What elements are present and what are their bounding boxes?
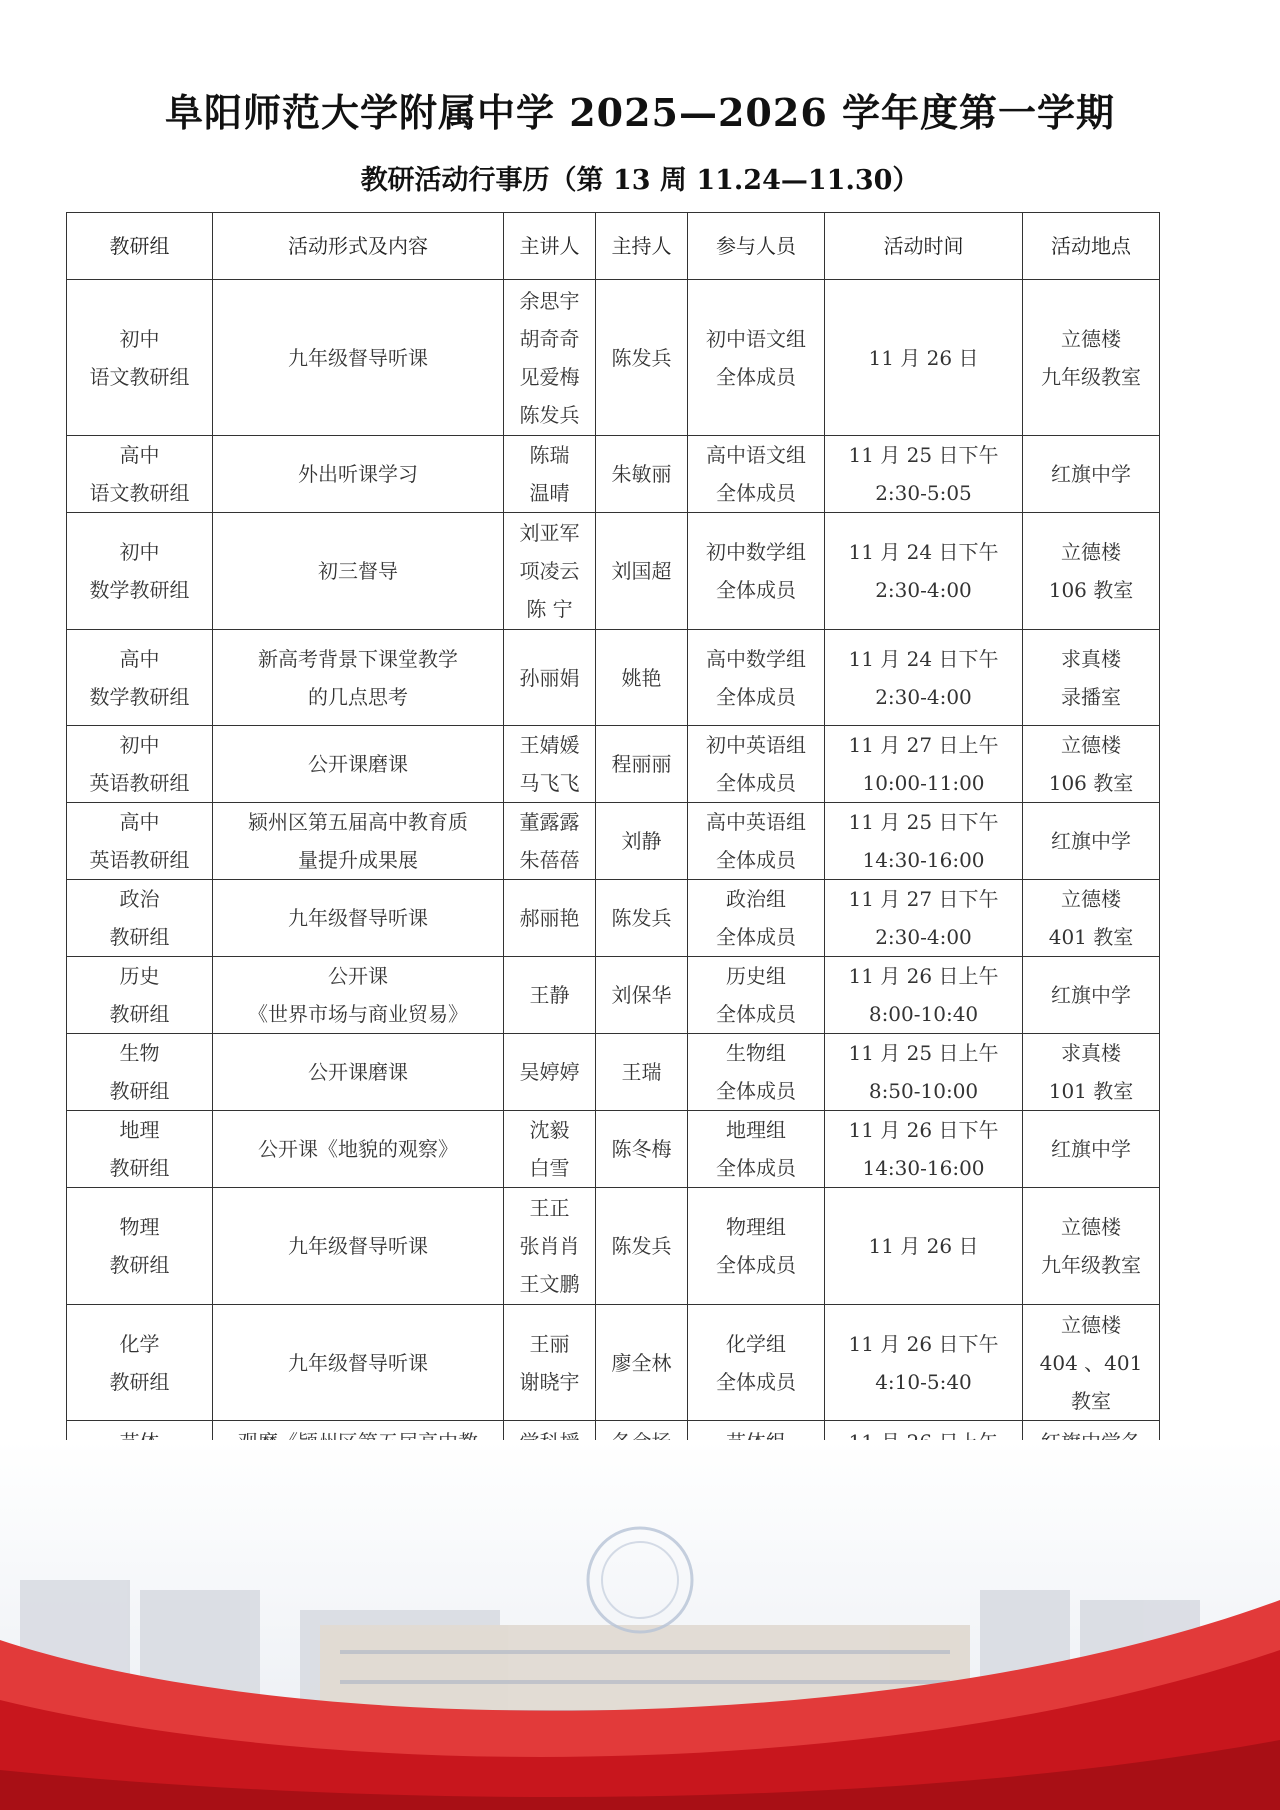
cell-speaker [504,1034,596,1111]
col-header-group: 教研组 [67,213,213,280]
cell-line: 全体成员 [716,771,796,795]
cell-line: 2:30-4:00 [875,578,972,602]
cell-line: 陈瑞 [529,443,570,467]
cell-line: 教研组 [109,1156,170,1180]
cell-host [596,513,688,630]
campus-banner [0,1440,1280,1810]
cell-line: 106 教室 [1048,578,1134,602]
cell-line: 陈发兵 [611,1234,672,1258]
table-header-row [67,213,1160,280]
cell-line: 高中 [119,646,160,671]
schedule-table [66,212,1160,1501]
cell-line: 数学教研组 [89,578,190,602]
cell-line: 九年级教室 [1041,364,1141,389]
cell-speaker [504,880,596,957]
cell-line: 的几点思考 [308,684,408,709]
table-row [67,1305,1160,1421]
cell-line: 高中数学组 [706,646,806,671]
cell-participants [688,726,825,803]
cell-line: 王正 [529,1196,570,1220]
cell-activity [213,1305,504,1421]
cell-line: 颍州区第五届高中教育质 [248,810,468,834]
cell-line: 求真楼 [1061,1041,1121,1065]
cell-line: 14:30-16:00 [862,848,985,872]
table-row [67,513,1160,630]
cell-line: 陈发兵 [519,402,580,427]
cell-host [596,280,688,436]
cell-line: 初三督导 [318,559,398,583]
cell-line: 全体成员 [716,1253,796,1277]
cell-participants [688,1111,825,1188]
cell-line: 九年级教室 [1041,1253,1141,1277]
cell-line: 初中英语组 [706,733,806,757]
cell-participants [688,280,825,436]
cell-activity [213,630,504,726]
cell-line: 郝丽艳 [519,906,580,930]
cell-speaker [504,513,596,630]
cell-group [67,1188,213,1305]
cell-line: 王瑞 [621,1060,662,1084]
cell-time [825,803,1023,880]
page-title: 阜阳师范大学附属中学 2025—2026 学年度第一学期 [165,90,1115,135]
table-row [67,436,1160,513]
page-subtitle: 教研活动行事历（第 13 周 11.24—11.30） [360,165,920,196]
cell-activity [213,726,504,803]
cell-line: 陈发兵 [611,906,672,930]
cell-line: 初中数学组 [706,540,806,564]
cell-line: 全体成员 [716,1156,796,1180]
cell-line: 刘保华 [611,983,672,1007]
cell-line: 2:30-4:00 [875,684,972,709]
cell-line: 孙丽娟 [519,665,580,690]
cell-line: 英语教研组 [89,848,190,872]
cell-time [825,957,1023,1034]
cell-host [596,1034,688,1111]
cell-line: 九年级督导听课 [288,906,428,930]
cell-line: 化学 [119,1331,160,1356]
cell-line: 全体成员 [716,1002,796,1026]
cell-time [825,1305,1023,1421]
cell-speaker [504,1188,596,1305]
cell-line: 录播室 [1061,684,1121,709]
cell-time [825,630,1023,726]
cell-host [596,436,688,513]
cell-host [596,630,688,726]
cell-line: 量提升成果展 [298,848,418,872]
cell-line: 初中 [119,733,160,757]
cell-line: 教研组 [109,1369,170,1394]
cell-line: 刘静 [621,829,662,853]
cell-activity [213,880,504,957]
cell-activity [213,513,504,630]
cell-place [1023,280,1160,436]
cell-line: 王婧媛 [519,733,580,757]
cell-line: 王静 [529,983,570,1007]
cell-line: 王文鹏 [519,1272,580,1296]
cell-line: 教研组 [109,1002,170,1026]
table-row [67,630,1160,726]
cell-line: 廖全林 [611,1350,672,1375]
cell-time [825,513,1023,630]
cell-line: 《世界市场与商业贸易》 [248,1002,468,1026]
cell-time [825,1111,1023,1188]
cell-line: 101 教室 [1048,1079,1134,1103]
col-header-time: 活动时间 [825,213,1023,280]
cell-line: 物理 [119,1215,160,1239]
cell-line: 11 月 24 日下午 [848,540,999,564]
cell-line: 九年级督导听课 [288,1350,428,1375]
table-row [67,1111,1160,1188]
cell-line: 教研组 [109,1253,170,1277]
cell-line: 全体成员 [716,1369,796,1394]
cell-line: 红旗中学 [1051,829,1131,853]
cell-line: 红旗中学 [1051,983,1131,1007]
col-header-participants: 参与人员 [688,213,825,280]
cell-participants [688,436,825,513]
cell-line: 全体成员 [716,481,796,505]
cell-group [67,436,213,513]
cell-group [67,880,213,957]
cell-line: 8:00-10:40 [868,1002,979,1026]
cell-place [1023,803,1160,880]
cell-line: 11 月 26 日 [868,345,979,370]
cell-time [825,726,1023,803]
cell-line: 温晴 [529,481,570,505]
cell-line: 陈冬梅 [611,1137,672,1161]
cell-line: 陈 宁 [526,597,573,621]
cell-line: 新高考背景下课堂教学 [258,646,458,671]
cell-place [1023,726,1160,803]
cell-line: 11 月 26 日上午 [848,964,999,988]
cell-place [1023,1305,1160,1421]
cell-line: 2:30-5:05 [875,481,972,505]
cell-host [596,1188,688,1305]
cell-line: 立德楼 [1061,540,1121,564]
cell-line: 立德楼 [1061,733,1121,757]
cell-line: 历史组 [726,964,786,988]
cell-speaker [504,1305,596,1421]
cell-line: 11 月 26 日 [868,1234,979,1258]
cell-host [596,1305,688,1421]
cell-host [596,803,688,880]
cell-line: 404 、401 [1039,1350,1143,1375]
cell-line: 求真楼 [1061,646,1121,671]
cell-line: 语文教研组 [89,364,190,389]
cell-line: 教研组 [109,1079,170,1103]
cell-host [596,1111,688,1188]
cell-place [1023,513,1160,630]
cell-line: 全体成员 [716,684,796,709]
col-header-speaker: 主讲人 [504,213,596,280]
cell-group [67,513,213,630]
cell-participants [688,957,825,1034]
cell-speaker [504,957,596,1034]
table-row [67,280,1160,436]
cell-line: 11 月 25 日下午 [848,443,999,467]
cell-participants [688,513,825,630]
cell-speaker [504,803,596,880]
cell-line: 外出听课学习 [298,462,418,486]
cell-line: 王丽 [529,1331,570,1356]
cell-line: 2:30-4:00 [875,925,972,949]
table-row [67,957,1160,1034]
cell-line: 11 月 27 日上午 [848,733,999,757]
cell-line: 刘国超 [611,559,672,583]
cell-participants [688,1188,825,1305]
cell-line: 高中语文组 [706,443,806,467]
cell-line: 11 月 27 日下午 [848,887,999,911]
cell-line: 教研组 [109,925,170,949]
cell-line: 11 月 26 日下午 [848,1118,999,1142]
cell-line: 初中 [119,540,160,564]
cell-place [1023,880,1160,957]
cell-activity [213,803,504,880]
cell-line: 董露露 [519,810,580,834]
cell-speaker [504,280,596,436]
cell-line: 地理 [119,1118,160,1142]
cell-activity [213,1034,504,1111]
cell-line: 政治 [119,887,160,911]
cell-place [1023,1034,1160,1111]
cell-participants [688,803,825,880]
cell-line: 姚艳 [621,665,662,690]
cell-line: 11 月 24 日下午 [848,646,999,671]
cell-line: 4:10-5:40 [875,1369,972,1394]
cell-line: 物理组 [726,1215,786,1239]
cell-line: 公开课《地貌的观察》 [258,1137,458,1161]
cell-line: 化学组 [726,1331,786,1356]
cell-time [825,1034,1023,1111]
cell-line: 红旗中学 [1051,1137,1131,1161]
cell-line: 谢晓宇 [519,1369,580,1394]
cell-place [1023,957,1160,1034]
cell-speaker [504,1111,596,1188]
cell-line: 11 月 26 日下午 [848,1331,999,1356]
cell-line: 全体成员 [716,1079,796,1103]
cell-line: 胡奇奇 [519,326,580,351]
cell-group [67,630,213,726]
cell-activity [213,436,504,513]
cell-line: 地理组 [726,1118,786,1142]
cell-line: 高中 [119,443,160,467]
cell-line: 生物 [119,1041,160,1065]
schedule-body [67,280,1160,1501]
table-row [67,880,1160,957]
cell-group [67,1305,213,1421]
cell-place [1023,1111,1160,1188]
cell-line: 程丽丽 [611,752,672,776]
cell-line: 刘亚军 [519,521,580,545]
cell-group [67,726,213,803]
cell-group [67,803,213,880]
col-header-host: 主持人 [596,213,688,280]
cell-line: 沈毅 [529,1118,570,1142]
cell-line: 朱蓓蓓 [519,848,580,872]
col-header-place: 活动地点 [1023,213,1160,280]
cell-line: 九年级督导听课 [288,345,428,370]
cell-line: 全体成员 [716,578,796,602]
cell-participants [688,1034,825,1111]
cell-host [596,957,688,1034]
cell-line: 公开课 [328,964,388,988]
cell-line: 初中 [119,326,160,351]
cell-place [1023,630,1160,726]
cell-line: 11 月 25 日上午 [848,1041,999,1065]
cell-line: 项凌云 [519,559,580,583]
cell-line: 吴婷婷 [519,1060,580,1084]
cell-line: 全体成员 [716,925,796,949]
cell-line: 英语教研组 [89,771,190,795]
cell-line: 106 教室 [1048,771,1134,795]
cell-line: 张肖肖 [519,1234,580,1258]
cell-group [67,280,213,436]
cell-line: 历史 [119,964,160,988]
cell-line: 马飞飞 [519,771,580,795]
cell-speaker [504,436,596,513]
cell-line: 余思宇 [519,288,580,313]
cell-group [67,1111,213,1188]
cell-place [1023,436,1160,513]
table-row [67,726,1160,803]
cell-place [1023,1188,1160,1305]
cell-line: 红旗中学 [1051,462,1131,486]
cell-time [825,1188,1023,1305]
cell-line: 陈发兵 [611,345,672,370]
table-row [67,803,1160,880]
cell-participants [688,1305,825,1421]
cell-line: 立德楼 [1061,1215,1121,1239]
cell-activity [213,1111,504,1188]
cell-speaker [504,726,596,803]
cell-group [67,957,213,1034]
cell-line: 初中语文组 [706,326,806,351]
cell-line: 政治组 [726,887,786,911]
cell-activity [213,280,504,436]
cell-group [67,1034,213,1111]
cell-line: 见爱梅 [519,364,580,389]
col-header-activity: 活动形式及内容 [213,213,504,280]
cell-host [596,880,688,957]
cell-line: 立德楼 [1061,887,1121,911]
cell-line: 教室 [1071,1388,1111,1413]
cell-time [825,880,1023,957]
cell-line: 数学教研组 [89,684,190,709]
cell-line: 公开课磨课 [308,752,408,776]
cell-host [596,726,688,803]
cell-time [825,280,1023,436]
cell-line: 11 月 25 日下午 [848,810,999,834]
cell-line: 高中英语组 [706,810,806,834]
table-row [67,1034,1160,1111]
cell-line: 立德楼 [1061,326,1121,351]
cell-line: 全体成员 [716,848,796,872]
cell-line: 白雪 [529,1156,570,1180]
cell-participants [688,630,825,726]
cell-line: 立德楼 [1061,1312,1121,1337]
cell-line: 401 教室 [1048,925,1134,949]
cell-line: 14:30-16:00 [862,1156,985,1180]
cell-line: 朱敏丽 [611,462,672,486]
cell-line: 九年级督导听课 [288,1234,428,1258]
cell-line: 8:50-10:00 [868,1079,979,1103]
cell-line: 全体成员 [716,364,796,389]
cell-line: 高中 [119,810,160,834]
cell-line: 10:00-11:00 [862,771,985,795]
cell-line: 语文教研组 [89,481,190,505]
cell-line: 公开课磨课 [308,1060,408,1084]
cell-line: 生物组 [726,1041,786,1065]
table-row [67,1188,1160,1305]
cell-activity [213,1188,504,1305]
cell-time [825,436,1023,513]
cell-activity [213,957,504,1034]
cell-speaker [504,630,596,726]
cell-participants [688,880,825,957]
